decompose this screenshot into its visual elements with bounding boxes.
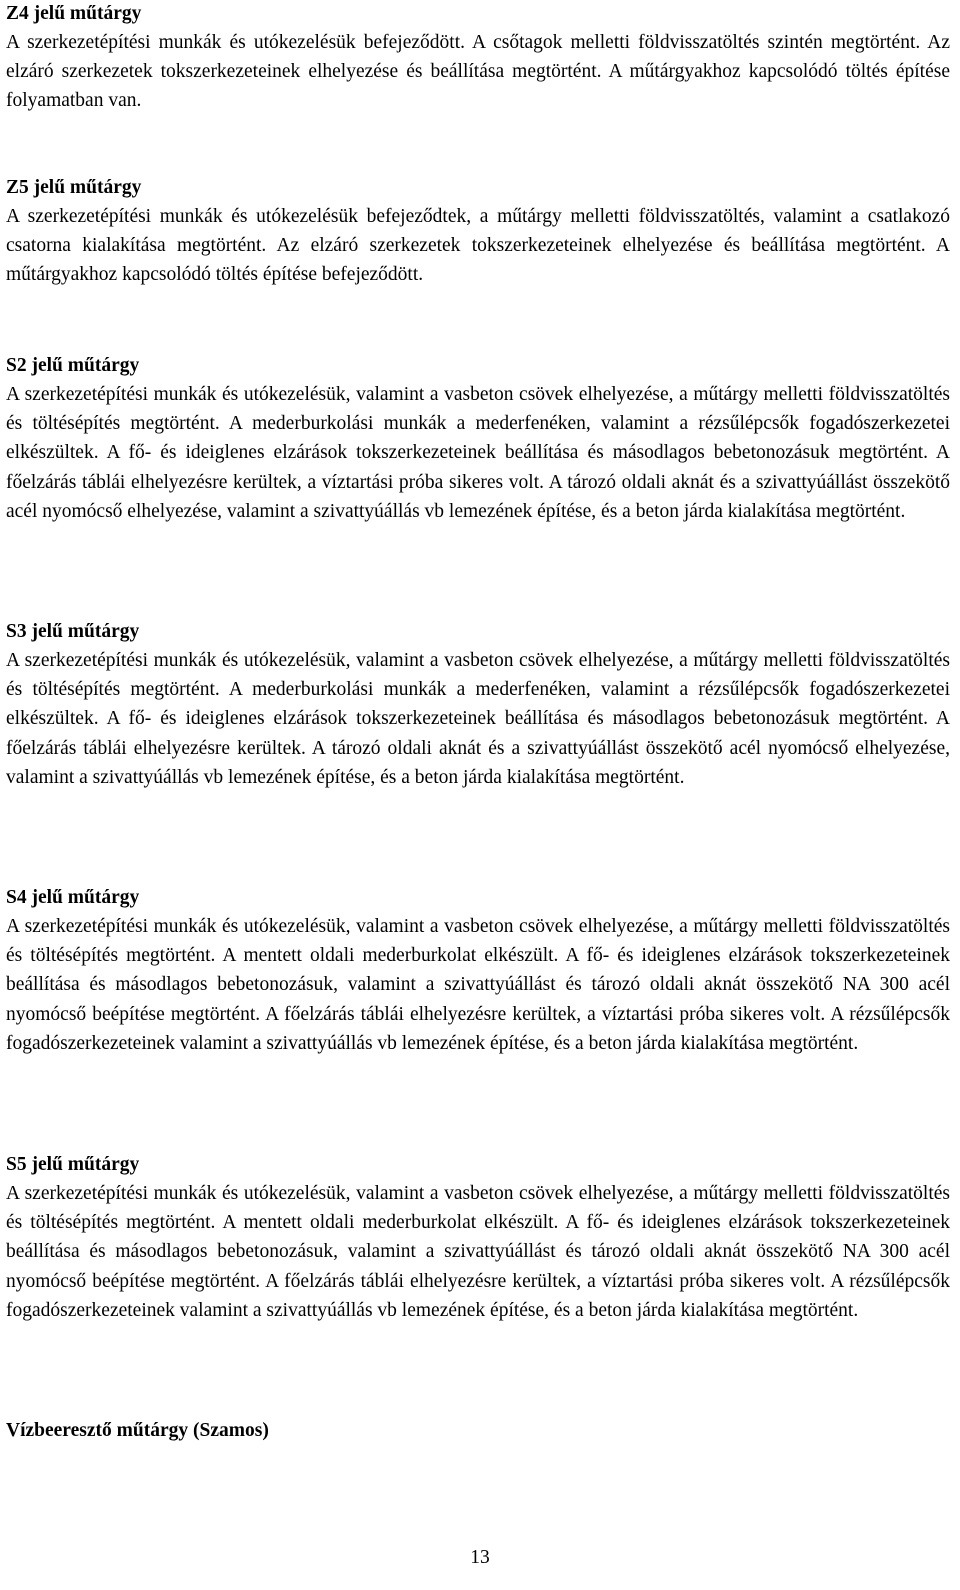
section-paragraph: A szerkezetépítési munkák és utókezelésük, valamint a vasbeton csövek elhelyezése, a műtárgy melletti földvisszatöltés és töltésépítés megtörtént. A mederburkolási munkák a mederfenéken, valamint a rézsűlépcsők fogadószerkezetei elkészültek. A fő- és ideiglenes elzárások tokszerkezeteinek beállítása és másodlagos bebetonozásuk megtörtént. A főelzárás táblái elhelyezésre kerültek. A tározó oldali aknát és a szivattyúállást összekötő acél nyomócső elhelyezése, valamint a szivattyúállás vb lemezének építése, és a beton járda kialakítása megtörtént. <box>6 650 950 788</box>
section-heading: S2 jelű műtárgy <box>6 355 140 376</box>
section-z4 <box>6 0 950 116</box>
section-heading: S4 jelű műtárgy <box>6 887 140 908</box>
section-paragraph: A szerkezetépítési munkák és utókezelésük, valamint a vasbeton csövek elhelyezése, a műtárgy melletti földvisszatöltés és töltésépítés megtörtént. A mentett oldali mederburkolat elkészült. A fő- és ideiglenes elzárások tokszerkezeteinek beállítása és másodlagos bebetonozásuk, valamint a szivattyúállást és tározó oldali aknát összekötő NA 300 acél nyomócső beépítése megtörtént. A főelzárás táblái elhelyezésre kerültek, a víztartási próba sikeres volt. A rézsűlépcsők fogadószerkezeteinek valamint a szivattyúállás vb lemezének építése, és a beton járda kialakítása megtörtént. <box>6 916 950 1054</box>
section-z5 <box>6 173 950 290</box>
page-number: 13 <box>470 1547 490 1568</box>
section-s5 <box>6 1150 950 1325</box>
section-s3 <box>6 617 950 792</box>
section-heading: Z5 jelű műtárgy <box>6 177 142 198</box>
section-vizbeereszto <box>6 1416 950 1445</box>
section-paragraph: A szerkezetépítési munkák és utókezelésük befejeződtek, a műtárgy melletti földvisszatöltés, valamint a csatlakozó csatorna kialakítása megtörtént. Az elzáró szerkezetek tokszerkezeteinek elhelyezése és beállítása megtörtént. A műtárgyakhoz kapcsolódó töltés építése befejeződött. <box>6 206 950 286</box>
section-paragraph: A szerkezetépítési munkák és utókezelésük befejeződött. A csőtagok melletti földvisszatöltés szintén megtörtént. Az elzáró szerkezetek tokszerkezeteinek elhelyezése és beállítása megtörtént. A műtárgyakhoz kapcsolódó töltés építése folyamatban van. <box>6 32 950 112</box>
section-paragraph: A szerkezetépítési munkák és utókezelésük, valamint a vasbeton csövek elhelyezése, a műtárgy melletti földvisszatöltés és töltésépítés megtörtént. A mederburkolási munkák a mederfenéken, valamint a rézsűlépcsők fogadószerkezetei elkészültek. A fő- és ideiglenes elzárások tokszerkezeteinek beállítása és másodlagos bebetonozásuk megtörtént. A főelzárás táblái elhelyezésre kerültek, a víztartási próba sikeres volt. A tározó oldali aknát és a szivattyúállást összekötő acél nyomócső elhelyezése, valamint a szivattyúállás vb lemezének építése, és a beton járda kialakítása megtörtént. <box>6 384 950 522</box>
section-heading: S3 jelű műtárgy <box>6 621 140 642</box>
section-heading: Z4 jelű műtárgy <box>6 3 142 24</box>
section-paragraph: A szerkezetépítési munkák és utókezelésük, valamint a vasbeton csövek elhelyezése, a műtárgy melletti földvisszatöltés és töltésépítés megtörtént. A mentett oldali mederburkolat elkészült. A fő- és ideiglenes elzárások tokszerkezeteinek beállítása és másodlagos bebetonozásuk, valamint a szivattyúállást és tározó oldali aknát összekötő NA 300 acél nyomócső beépítése megtörtént. A főelzárás táblái elhelyezésre kerültek, a víztartási próba sikeres volt. A rézsűlépcsők fogadószerkezeteinek valamint a szivattyúállás vb lemezének építése, és a beton járda kialakítása megtörtént. <box>6 1183 950 1321</box>
section-s4 <box>6 883 950 1058</box>
section-heading: S5 jelű műtárgy <box>6 1154 140 1175</box>
section-heading: Vízbeeresztő műtárgy (Szamos) <box>6 1420 269 1441</box>
section-s2 <box>6 351 950 526</box>
